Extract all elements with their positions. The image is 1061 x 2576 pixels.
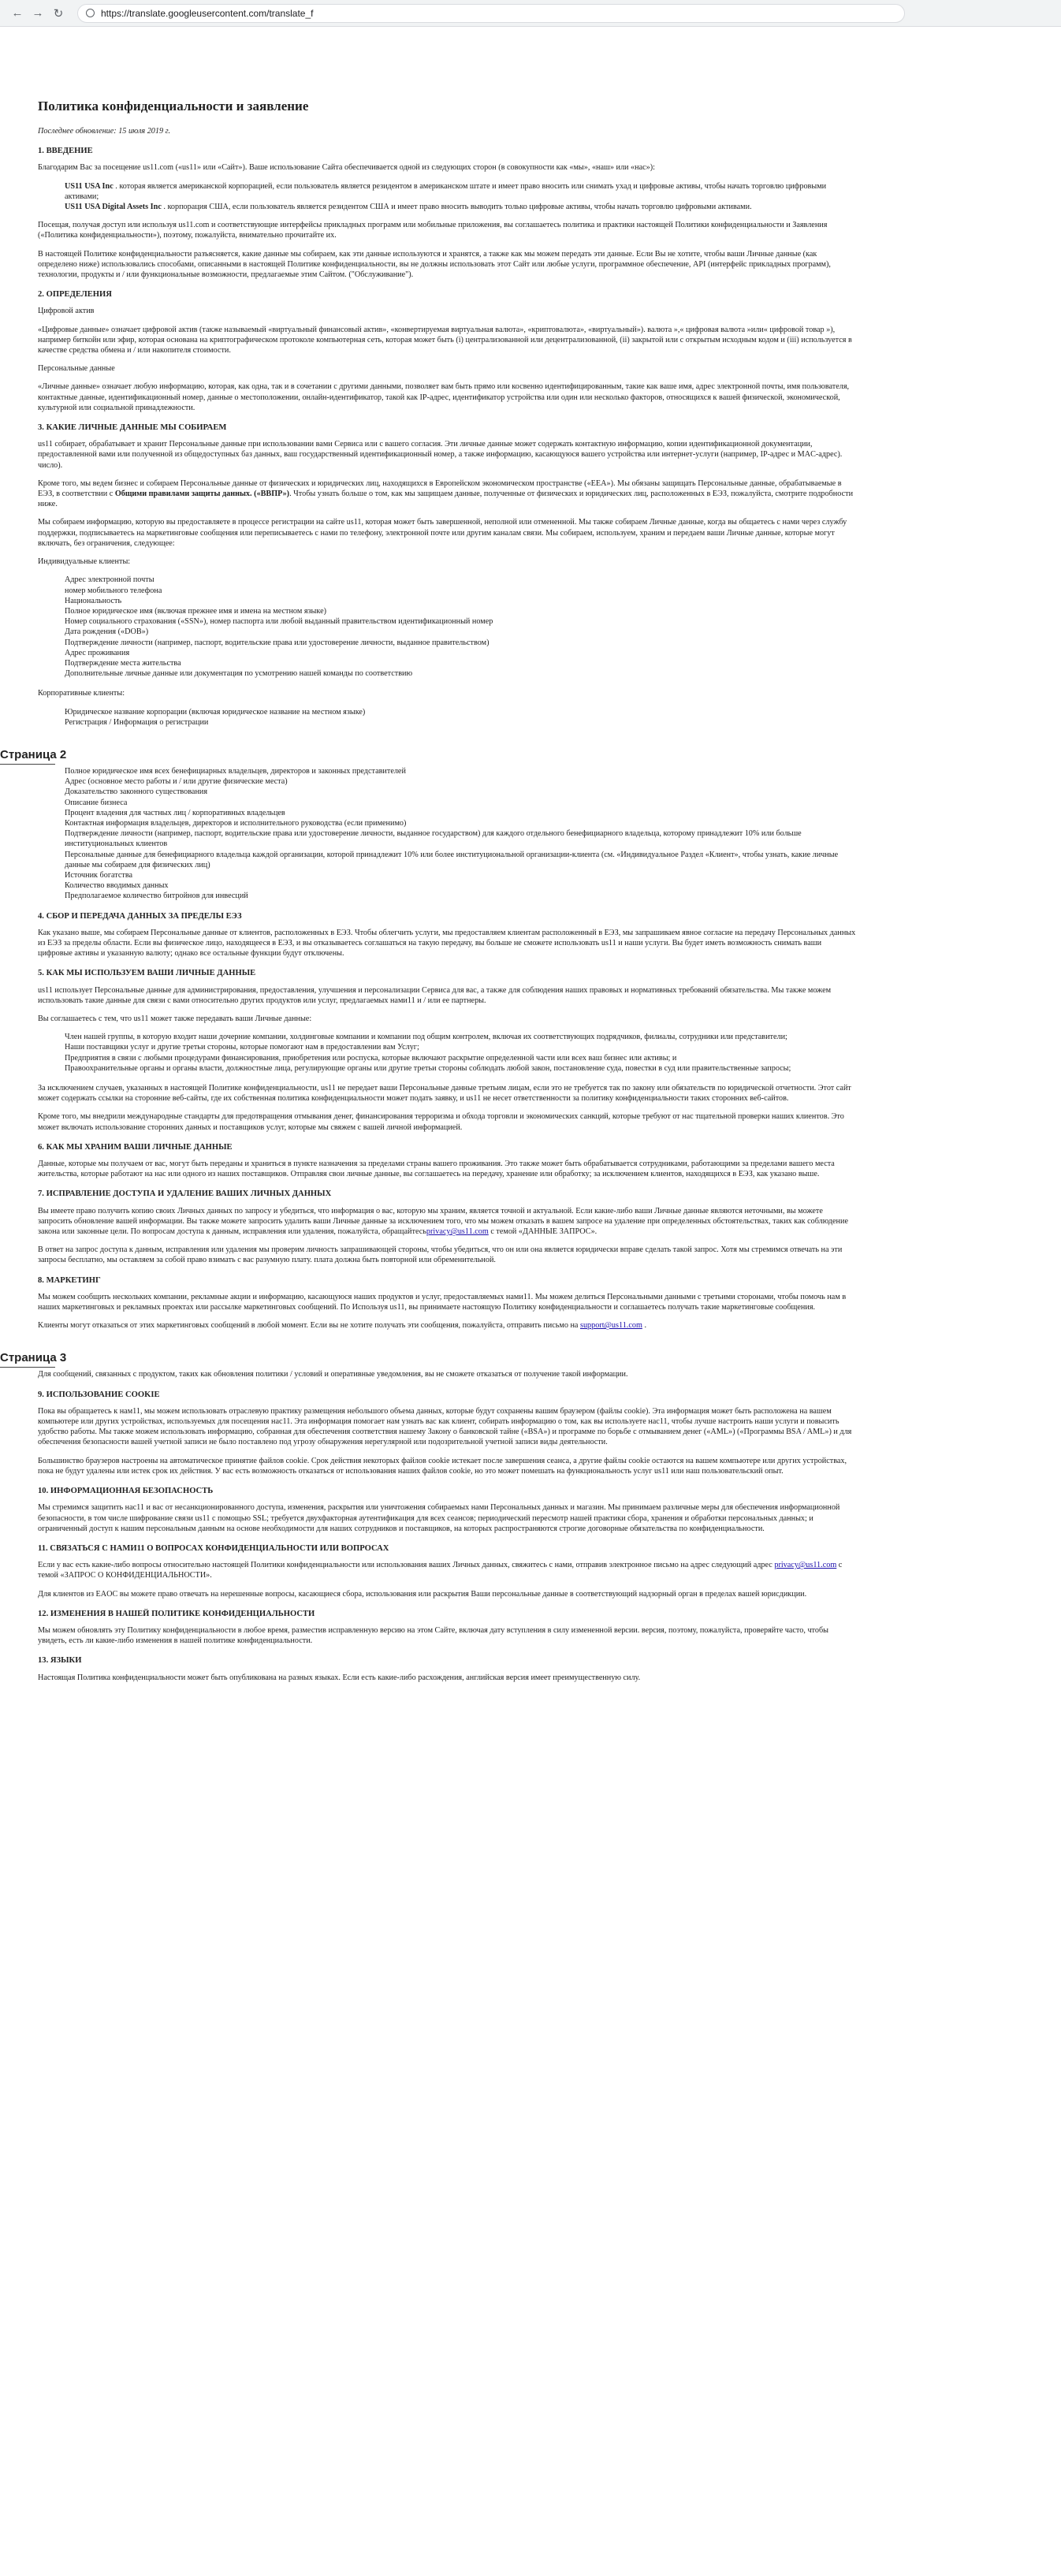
section-8-paragraph: Для сообщений, связанных с продуктом, таких как обновления политики / условий и оперативные уведомления, вы не сможете отказаться от получение такой информации. <box>38 1370 628 1379</box>
definition-text: «Личные данные» означает любую информацию, которая, как одна, так и в сочетании с другими данными, позволяет вам быть прямо или косвенно идентифицированным, такие как ваше имя, адрес электронной почты, имя пользователя, контактные данные, идентификационный номер, данные о местоположении, онлайн-идентификатор, такой как IP-адрес, идентификатор устройства или один или несколько факторов, относящихся к вашей физической, экономической, культурной или социальной принадлежности. <box>38 382 850 412</box>
definition-title: Цифровой актив <box>38 307 95 316</box>
list-item: Предприятия в связи с любыми процедурами финансирования, приобретения или роспуска, которые включают раскрытие определенной части или всех ваш бизнес или активы; и <box>65 1053 677 1063</box>
section-12-paragraph: Мы можем обновлять эту Политику конфиденциальности в любое время, разместив исправленную версию на этом Сайте, включая дату вступления в силу измененной версии. версия, поэтому, пожалуйста, проверяйте часто, чтобы увидеть, есть ли какие-либо изменения в нашей политике конфиденциальности. <box>38 1625 829 1646</box>
list-item: Подтверждение личности (например, паспорт, водительские права или удостоверение личности, выданное правительством) <box>65 638 490 647</box>
support-email-link[interactable]: support@us11.com <box>579 1321 642 1331</box>
list-item: Дата рождения («DOB») <box>65 627 149 637</box>
section-9-paragraph: Пока вы обращаетесь к нам11, мы можем использовать отраслевую практику размещения небольшого объема данных, которые будут сохранены вашим браузером (файлы cookie). Эта информация может быть расположена на вашем компьютере или других устройствах, используемых для посещения нас11. Эта информация помогает нам узнать вас как клиент, собирать информацию о том, как вы используете нас11, чтобы лучше настроить наши услуги и повысить удобство работы. Мы также можем использовать информацию, собранная для обеспечения соответствия нашему Закону о банковской тайне («BSA») и программе по борьбе с отмыванием денег («AML») («Программы BSA / AML») и для обеспечения безопасности вашей учетной записи не было поставлено под угрозу обнаружения нерегулярной или подозрительной учетной записи виды деятельности. <box>38 1406 852 1447</box>
section-11-paragraph <box>38 1560 858 1580</box>
section-9-heading: 9. ИСПОЛЬЗОВАНИЕ COOKIE <box>38 1390 160 1399</box>
section-8-paragraph: Мы можем сообщить нескольких компании, рекламные акции и информацию, касающуюся наших продуктов и услуг, предоставляемых нами11. Мы можем делиться Персональными данными с третьими сторонами, чтобы помочь нам в наших маркетинговых и рекламных проектах или рассылке маркетинговых сообщений. По Используя us11, вы принимаете настоящую Политику конфиденциальности и соглашаетесь получать такие маркетинговые сообщения. <box>38 1292 847 1312</box>
corporate-clients-label: Корпоративные клиенты: <box>38 689 125 698</box>
list-item: Наши поставщики услуг и другие третьи стороны, которые помогают нам в предоставлении вам Услуг; <box>65 1043 419 1052</box>
list-item: Номер социального страхования («SSN»), номер паспорта или любой выданный правительством идентификационный номер <box>65 617 493 627</box>
browser-toolbar <box>0 0 1061 27</box>
section-1-paragraph: В настоящей Политике конфиденциальности разъясняется, какие данные мы собираем, как эти данные используются и хранятся, а также как мы можем передать эти данные. Если Вы не хотите, чтобы ваши Личные данные (как определено ниже) использовались способами, описанными в настоящей Политике конфиденциальности, вы не должны использовать этот Сайт или любые услуги, программное обеспечение, API (интерфейс прикладных программ), технологии, продукты и / или функциональные возможности, предлагаемые этим Сайтом. ("Обслуживание"). <box>38 249 831 280</box>
list-item: Подтверждение места жительства <box>65 658 181 668</box>
list-item: Персональные данные для бенефициарного владельца каждой организации, которой принадлежит 10% или более институциональной организации-клиента (см. «Индивидуальное Раздел «Клиент», чтобы узнать, какие личные данные мы собираем для физических лиц) <box>65 850 839 869</box>
section-12-heading: 12. ИЗМЕНЕНИЯ В НАШЕЙ ПОЛИТИКЕ КОНФИДЕНЦИАЛЬНОСТИ <box>38 1609 315 1618</box>
section-3-paragraph <box>38 478 858 510</box>
text-span: с темой «ДАННЫЕ ЗАПРОС». <box>488 1227 598 1237</box>
list-item: Адрес (основное место работы и / или другие физические места) <box>65 777 288 787</box>
list-item: Процент владения для частных лиц / корпоративных владельцев <box>65 808 285 817</box>
text-span: . Чтобы узнать больше о том, как мы защищаем данные, полученные от физических и юридических лиц, расположенных в ЕЭЗ, пожалуйста, смотрите подробности ниже. <box>38 490 854 509</box>
entity-2-name: US11 USA Digital Assets Inc <box>65 203 162 212</box>
list-item: Источник богатства <box>65 870 133 880</box>
section-6-heading: 6. КАК МЫ ХРАНИМ ВАШИ ЛИЧНЫЕ ДАННЫЕ <box>38 1142 233 1152</box>
list-item: Правоохранительные органы и органы власти, должностные лица, регулирующие органы или другие третьи стороны соблюдать любой закон, постановление суда, повестки в суд или правительственные запросы; <box>65 1063 791 1073</box>
individual-clients-list <box>65 575 858 679</box>
back-arrow-icon[interactable]: ← <box>11 6 24 20</box>
last-updated: Последнее обновление: 15 июля 2019 г. <box>38 127 171 136</box>
section-7-paragraph: В ответ на запрос доступа к данным, исправления или удаления мы проверим личность запрашивающей стороны, чтобы убедиться, что он или она является юридически вправе сделать такой запрос. Хотя мы стремимся отвечать на эти запросы бесплатно, мы оставляем за собой право взимать с вас разумную плату. плата должна быть повторной или обременительной. <box>38 1245 843 1265</box>
section-4-paragraph: Как указано выше, мы собираем Персональные данные от клиентов, расположенных в ЕЭЗ. Чтобы облегчить услуги, мы предоставляем клиентам расположенный в ЕЭЗ, мы запрашиваем явное согласие на передачу Персональных данных из ЕЭЗ за пределы области. Если вы физическое лицо, находящееся в ЕЭЗ, и вы отказываетесь соглашаться на такую передачу, вы больше не сможете использовать us11 и наши услуги. Вы будет иметь возможность снимать ваши цифровые активы и указанную валюту; однако все остальные функции будут отключены. <box>38 928 856 959</box>
document-page <box>0 27 1061 2576</box>
list-item: Количество вводимых данных <box>65 881 169 891</box>
corporate-clients-list-continued <box>65 766 858 902</box>
section-10-heading: 10. ИНФОРМАЦИОННАЯ БЕЗОПАСНОСТЬ <box>38 1487 214 1496</box>
text-span: Кроме того, мы ведем бизнес и собираем Персональные данные от физических и юридических лиц, находящихся в Европейском экономическом пространстве («ЕЕА»). Мы обязаны защищать Персональные данные, обрабатываемые в ЕЭЗ, в соответствии с <box>38 478 842 499</box>
section-13-paragraph: Настоящая Политика конфиденциальности может быть опубликована на разных языках. Если есть какие-либо расхождения, английская версия имеет преимущественную силу. <box>38 1673 641 1682</box>
page-title: Политика конфиденциальности и заявление <box>38 99 309 114</box>
section-9-paragraph: Большинство браузеров настроены на автоматическое принятие файлов cookie. Срок действия некоторых файлов cookie истекает после завершения сеанса, а другие файлы cookie остаются на вашем компьютере или других устройствах, пока не будут удалены или истек срок их действия. У вас есть возможность отказаться от использования наших файлов cookie, но это может помешать на функциональность услуг us11 или наш пользовательский опыт. <box>38 1456 847 1476</box>
section-11-paragraph: Для клиентов из EAOC вы можете право отвечать на нерешенные вопросы, касающиеся сбора, использования или раскрытия Ваши персональные данные в соответствующий надзорный орган в пределах вашей юрисдикции. <box>38 1589 807 1599</box>
list-item: Адрес проживания <box>65 648 130 657</box>
section-7-paragraph <box>38 1206 858 1238</box>
section-13-heading: 13. ЯЗЫКИ <box>38 1656 82 1666</box>
text-span: Клиенты могут отказаться от этих маркетинговых сообщений в любой момент. Если вы не хотите получать эти сообщения, пожалуйста, отправить письмо на <box>38 1321 580 1331</box>
section-7-heading: 7. ИСПРАВЛЕНИЕ ДОСТУПА И УДАЛЕНИЕ ВАШИХ ЛИЧНЫХ ДАННЫХ <box>38 1189 332 1199</box>
individual-clients-label: Индивидуальные клиенты: <box>38 557 131 567</box>
page-break-2 <box>0 748 858 765</box>
entity-2-text: . корпорация США, если пользователь является резидентом США и имеет право вносить выводить только цифровые активы, чтобы начать торговлю цифровыми активами. <box>161 203 752 212</box>
list-item: Доказательство законного существования <box>65 787 208 797</box>
privacy-email-link[interactable]: privacy@us11.com <box>426 1227 489 1237</box>
list-item: Национальность <box>65 596 122 605</box>
list-item: Полное юридическое имя всех бенефициарных владельцев, директоров и законных представителей <box>65 766 406 776</box>
page-divider <box>0 1367 55 1368</box>
section-2-heading: 2. ОПРЕДЕЛЕНИЯ <box>38 290 112 300</box>
entity-1-name: US11 USA Inc <box>65 181 114 191</box>
section-3-paragraph: Мы собираем информацию, которую вы предоставляете в процессе регистрации на сайте us11, которая может быть завершенной, неполной или отмененной. Мы также собираем Личные данные, когда вы общаетесь с нами через службу поддержки, подписываетесь на маркетинговые сообщения или переписываетесь с нами по телефону, электронной почте или другим каналам связи. Мы собираем, используем, храним и передаем ваши Личные данные, которые могут включать, без ограничения, следующее: <box>38 518 847 548</box>
list-item: Дополнительные личные данные или документация по усмотрению нашей команды по соответствию <box>65 669 413 679</box>
text-span: с темой «ЗАПРОС О КОНФИДЕНЦИАЛЬНОСТИ». <box>38 1561 843 1580</box>
list-item: Полное юридическое имя (включая прежнее имя и имена на местном языке) <box>65 606 326 616</box>
entity-1-text: . которая является американской корпорацией, если пользователь является резидентом в американском штате и имеет право вносить или снимать ухад и цифровые активы, чтобы начать торговлю цифровыми активами; <box>65 181 827 201</box>
page-divider <box>0 764 55 765</box>
section-1-paragraph: Посещая, получая доступ или используя us11.com и соответствующие интерфейсы прикладных программ или мобильные приложения, вы соглашаетесь политика и практики настоящей Политики конфиденциальности и Заявления («Политика конфиденциальности»), поэтому, пожалуйста, внимательно прочитайте их. <box>38 221 828 240</box>
definition-title: Персональные данные <box>38 364 115 374</box>
reload-icon[interactable]: ↻ <box>53 6 64 20</box>
url-text: https://translate.googleusercontent.com/translate_f <box>101 7 314 19</box>
address-bar[interactable] <box>77 4 905 23</box>
section-8-heading: 8. МАРКЕТИНГ <box>38 1275 101 1285</box>
privacy-email-link[interactable]: privacy@us11.com <box>774 1561 837 1570</box>
list-item: Адрес электронной почты <box>65 575 154 585</box>
list-item: Контактная информация владельцев, директоров и исполнительного руководства (если применимо) <box>65 818 407 828</box>
page-label: Страница 3 <box>0 1351 67 1365</box>
section-4-heading: 4. СБОР И ПЕРЕДАЧА ДАННЫХ ЗА ПРЕДЕЛЫ ЕЭЗ <box>38 911 242 921</box>
document-body <box>0 27 858 1683</box>
section-5-paragraph: Кроме того, мы внедрили международные стандарты для предотвращения отмывания денег, финансирования терроризма и обхода торговли и экономических санкций, которые требуют от нас тщательной проверки наших клиентов. Это может включать использование сторонних данных и поставщиков услуг, которые мы свяжем с вашей личной информацией. <box>38 1112 844 1132</box>
entity-1 <box>65 181 858 213</box>
corporate-clients-list <box>65 707 858 728</box>
section-11-heading: 11. СВЯЗАТЬСЯ С НАМИ11 О ВОПРОСАХ КОНФИДЕНЦИАЛЬНОСТИ ИЛИ ВОПРОСАХ <box>38 1543 389 1553</box>
section-3-heading: 3. КАКИЕ ЛИЧНЫЕ ДАННЫЕ МЫ СОБИРАЕМ <box>38 423 227 433</box>
page-label: Страница 2 <box>0 747 67 761</box>
list-item: Регистрация / Информация о регистрации <box>65 717 209 727</box>
text-span: . <box>642 1321 646 1331</box>
text-span: Вы имеете право получить копию своих Личных данных по запросу и убедиться, что информация о вас, которую мы храним, является точной и актуальной. Если какие-либо ваши Личные данные являются неточными, вы можете запросить обновление вашей информации. Вы также можете запросить удалить ваши Личные данные за исключением того, что мы можем отказать в вашем запросе на удаление при определенных обстоятельствах, таких как соблюдение закона или законные цели. По вопросам доступа к данным, исправления или удаления, пожалуйста, обращайтесь <box>38 1206 848 1237</box>
text-span: Если у вас есть какие-либо вопросы относительно настоящей Политики конфиденциальности или использования ваших Личных данных, свяжитесь с нами, отправив электронное письмо на адрес следующий адрес <box>38 1561 775 1570</box>
section-5-paragraph: За исключением случаев, указанных в настоящей Политике конфиденциальности, us11 не передает ваши Персональные данные третьим лицам, если это не требуется так по закону или обязательств по юридической отчетности. Этот сайт может содержать ссылки на сторонние веб-сайты, где их собственная политика конфиденциальности может подать заявку, и us11 не несет ответственности за политику конфиденциальности таких сторонних веб-сайтов. <box>38 1084 851 1104</box>
sharing-list <box>65 1032 858 1074</box>
definition-text: «Цифровые данные» означает цифровой актив (также называемый «виртуальный финансовый актив», «конвертируемая виртуальная валюта», «криптовалюта», «виртуальный»). валюта »,« цифровая валюта »или« цифровой товар »), например биткойн или эфир, которая основана на криптографическом протоколе компьютерная сеть, которая может быть (i) централизованной или децентрализованной, (ii) закрытой или с открытым исходным кодом и (iii) используется в качестве средства обмена и / или накопителя стоимости. <box>38 325 852 356</box>
section-5-paragraph: us11 использует Персональные данные для администрирования, предоставления, улучшения и персонализации Сервиса для вас, а также для соблюдения наших правовых и нормативных требований обязательства. Мы также можем использовать такие данные для связи с вами относительно других продуктов или услуг, предлагаемых нами11 и / или ее партнеры. <box>38 985 832 1005</box>
section-5-paragraph: Вы соглашаетесь с тем, что us11 может также передавать ваши Личные данные: <box>38 1014 312 1023</box>
list-item: Подтверждение личности (например, паспорт, водительские права или удостоверение личности, выданное государством) для каждого отдельного бенефициарного владельца, которому принадлежит 10% или больше институциональных клиентов <box>65 829 802 849</box>
section-1-heading: 1. ВВЕДЕНИЕ <box>38 147 93 156</box>
section-5-heading: 5. КАК МЫ ИСПОЛЬЗУЕМ ВАШИ ЛИЧНЫЕ ДАННЫЕ <box>38 969 256 978</box>
list-item: Член нашей группы, в которую входит наши дочерние компании, холдинговые компании и компании под общим контролем, включая их соответствующих подрядчиков, филиалы, сотрудники или представители; <box>65 1033 787 1042</box>
section-8-paragraph <box>38 1320 858 1331</box>
section-6-paragraph: Данные, которые мы получаем от вас, могут быть переданы и храниться в пункте назначения за пределами страны вашего проживания. Это также может быть обрабатывается сотрудниками, работающими за пределами вашего места жительства, которые работают на нас или одного из наших поставщиков. Отправляя свои личные данные, вы соглашаетесь на передачу, хранение или обработку; за исключением клиентов, находящихся в ЕЭЗ, как указано выше. <box>38 1160 835 1179</box>
list-item: Юридическое название корпорации (включая юридическое название на местном языке) <box>65 707 366 717</box>
gdpr-term: Общими правилами защиты данных. («ВВПР») <box>114 490 290 499</box>
list-item: Предполагаемое количество битройнов для инвесций <box>65 892 248 901</box>
list-item: номер мобильного телефона <box>65 586 162 595</box>
page-break-3 <box>0 1351 858 1368</box>
list-item: Описание бизнеса <box>65 798 128 807</box>
section-1-paragraph: Благодарим Вас за посещение us11.com («us11» или «Сайт»). Ваше использование Сайта обеспечивается одной из следующих сторон (в совокупности как «мы», «наш» или «нас»): <box>38 163 655 173</box>
forward-arrow-icon[interactable]: → <box>32 6 44 20</box>
section-3-paragraph: us11 собирает, обрабатывает и хранит Персональные данные при использовании вами Сервиса или с вашего согласия. Эти личные данные может содержать контактную информацию, копии идентификационной документации, предоставленной вами или полученной из общедоступных баз данных, ваш государственный идентификационный номер, а также информацию, касающуюся вашего устройства или интернет-услуги (например, IP-адрес и MAC-адрес). число). <box>38 440 843 470</box>
site-info-icon[interactable] <box>86 9 95 17</box>
section-10-paragraph: Мы стремимся защитить нас11 и вас от несанкционированного доступа, изменения, раскрытия или уничтожения собираемых нами Персональных данных и магазин. Мы принимаем различные меры для обеспечения информационной безопасности, в том числе шифрование связи us11 с помощью SSL; требуется двухфакторная аутентификация для всех сеансов; периодический пересмотр нашей практики сбора, хранения и обработки персональных данных; и ограниченный доступ к нашим персональным данным на основе необходимости для наших сотрудников и поставщиков, на которых распространяются строгие договорные обязательства по конфиденциальности. <box>38 1503 840 1533</box>
